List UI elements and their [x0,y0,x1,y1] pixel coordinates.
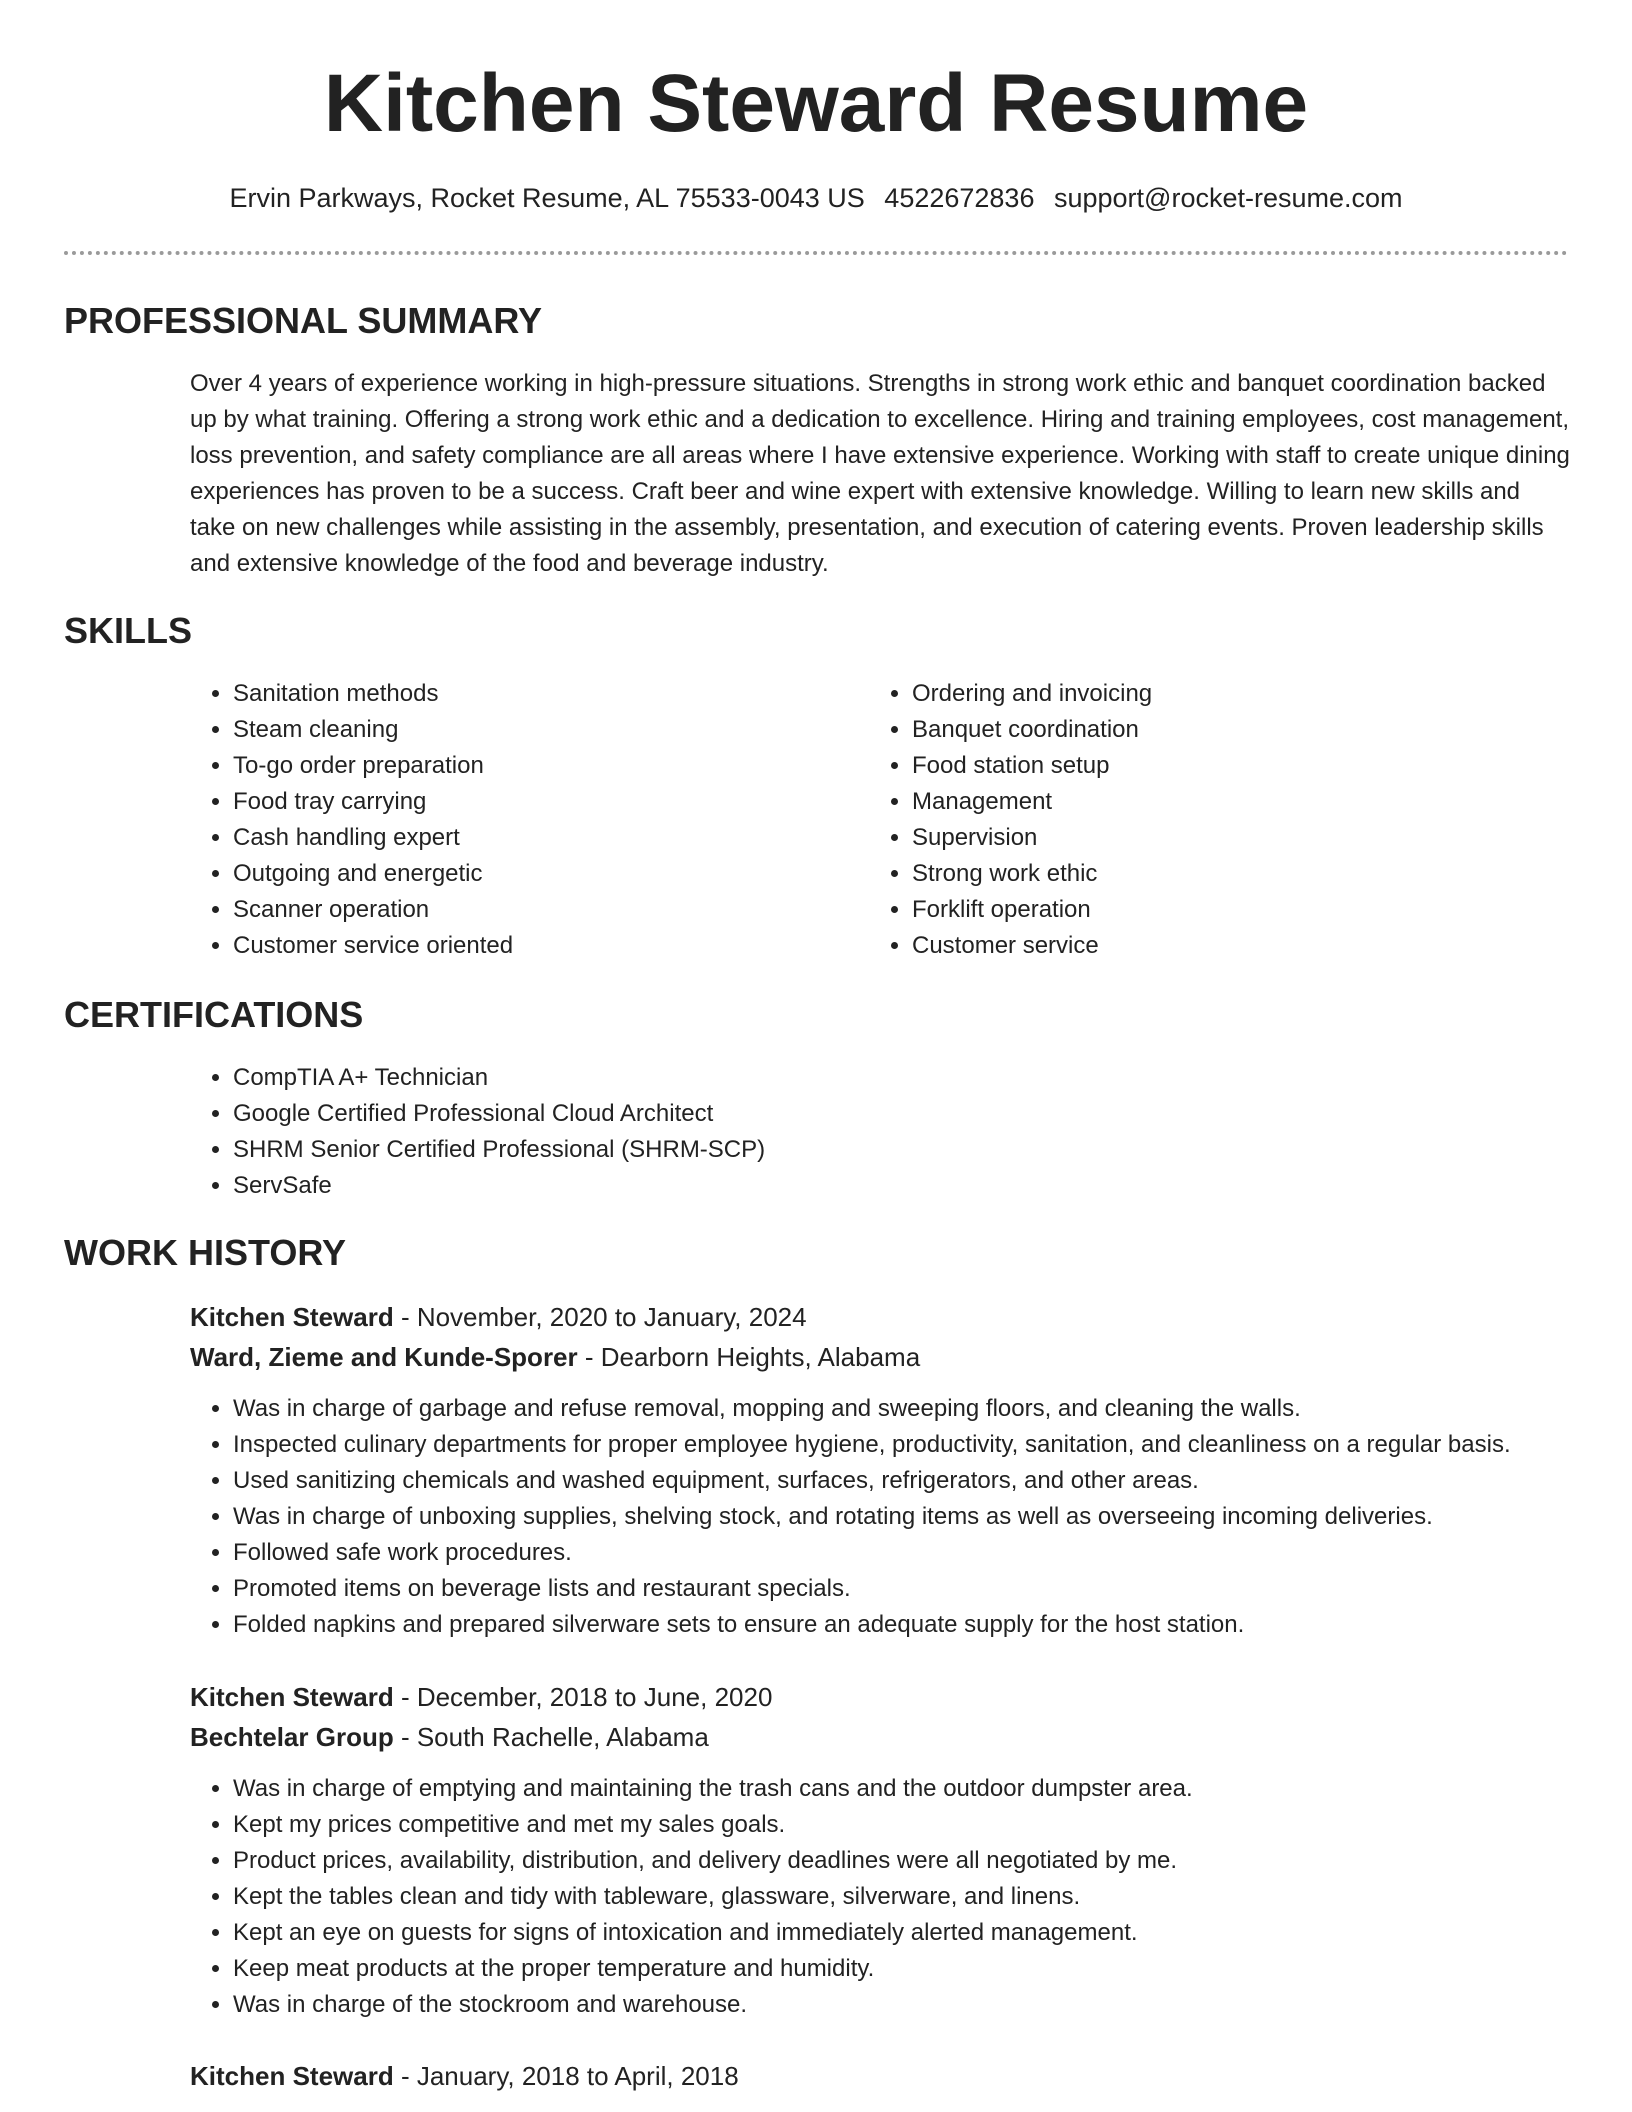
job-duty: • Promoted items on beverage lists and restaurant specials. [233,1571,1632,1607]
skill-item: • Food tray carrying [233,784,793,820]
skill-item: • Forklift operation [912,892,1472,928]
job-duty: • Kept my prices competitive and met my sales goals. [233,1807,1632,1843]
job-company-line [190,1337,920,1377]
job-title: Kitchen Steward [190,2061,394,2091]
certification-item: • ServSafe [233,1168,1533,1204]
job-duty: • Keep meat products at the proper temperature and humidity. [233,1951,1632,1987]
job-duty: • Was in charge of unboxing supplies, shelving stock, and rotating items as well as overseeing incoming deliveries. [233,1499,1632,1535]
skill-item: • Ordering and invoicing [912,676,1472,712]
skill-item: • Management [912,784,1472,820]
skills-list-left [189,676,793,964]
job-location: - Dearborn Heights, Alabama [577,1342,921,1372]
contact-address: Ervin Parkways, Rocket Resume, AL 75533-0043 US [229,183,865,213]
job-duty: • Was in charge of the stockroom and warehouse. [233,1987,1632,2023]
job-title: Kitchen Steward [190,1682,394,1712]
job-duty: • Folded napkins and prepared silverware sets to ensure an adequate supply for the host station. [233,1607,1632,1643]
skill-item: • Sanitation methods [233,676,793,712]
job-duty: • Was in charge of garbage and refuse removal, mopping and sweeping floors, and cleaning the walls. [233,1391,1632,1427]
certification-item: • SHRM Senior Certified Professional (SHRM-SCP) [233,1132,1533,1168]
job-location: - South Rachelle, Alabama [393,1722,709,1752]
job-company-line [190,1717,709,1757]
certification-item: • CompTIA A+ Technician [233,1060,1533,1096]
job-dates: - December, 2018 to June, 2020 [393,1682,773,1712]
job-company: Bechtelar Group [190,1722,394,1752]
skill-item: • Customer service [912,928,1472,964]
work-history-heading: WORK HISTORY [64,1232,347,1273]
job-duty: • Kept the tables clean and tidy with tableware, glassware, silverware, and linens. [233,1879,1632,1915]
job-duty: • Product prices, availability, distribution, and delivery deadlines were all negotiated by me. [233,1843,1632,1879]
job-title-line [190,2056,739,2096]
certifications-list [189,1060,1533,1204]
skill-item: • Customer service oriented [233,928,793,964]
job-duties-list [189,1391,1632,1643]
skill-item: • Food station setup [912,748,1472,784]
skill-item: • Supervision [912,820,1472,856]
skills-list-right [868,676,1472,964]
contact-phone[interactable]: 4522672836 [884,183,1035,213]
certification-item: • Google Certified Professional Cloud Architect [233,1096,1533,1132]
job-company: Ward, Zieme and Kunde-Sporer [190,1342,578,1372]
skill-item: • Strong work ethic [912,856,1472,892]
skill-item: • Outgoing and energetic [233,856,793,892]
job-duty: • Followed safe work procedures. [233,1535,1632,1571]
skills-heading: SKILLS [64,610,193,651]
summary-text: Over 4 years of experience working in high-pressure situations. Strengths in strong work ethic and banquet coordination backed up by what training. Offering a strong work ethic and a dedication to excellence. Hiring and training employees, cost management, loss prevention, and safety compliance are all areas where I have extensive experience. Working with staff to create unique dining experiences has proven to be a success. Craft beer and wine expert with extensive knowledge. Willing to learn new skills and take on new challenges while assisting in the assembly, presentation, and execution of catering events. Proven leadership skills and extensive knowledge of the food and beverage industry. [190,370,1570,577]
skill-item: • Banquet coordination [912,712,1472,748]
contact-email[interactable]: support@rocket-resume.com [1053,183,1403,213]
header-divider [64,251,1568,255]
skill-item: • Cash handling expert [233,820,793,856]
job-duty: • Inspected culinary departments for proper employee hygiene, productivity, sanitation, and cleanliness on a regular basis. [233,1427,1632,1463]
resume-title: Kitchen Steward Resume [323,58,1309,149]
job-title-line [190,1677,772,1717]
skill-item: • Steam cleaning [233,712,793,748]
job-title-line [190,1297,807,1337]
job-dates: - November, 2020 to January, 2024 [393,1302,807,1332]
job-duty: • Used sanitizing chemicals and washed equipment, surfaces, refrigerators, and other areas. [233,1463,1632,1499]
job-dates: - January, 2018 to April, 2018 [393,2061,739,2091]
job-duty: • Was in charge of emptying and maintaining the trash cans and the outdoor dumpster area. [233,1771,1632,1807]
job-duty: • Kept an eye on guests for signs of intoxication and immediately alerted management. [233,1915,1632,1951]
contact-line [0,180,1632,216]
certifications-heading: CERTIFICATIONS [64,994,364,1035]
job-duties-list [189,1771,1632,2023]
skill-item: • Scanner operation [233,892,793,928]
job-title: Kitchen Steward [190,1302,394,1332]
skill-item: • To-go order preparation [233,748,793,784]
summary-heading: PROFESSIONAL SUMMARY [64,300,543,341]
